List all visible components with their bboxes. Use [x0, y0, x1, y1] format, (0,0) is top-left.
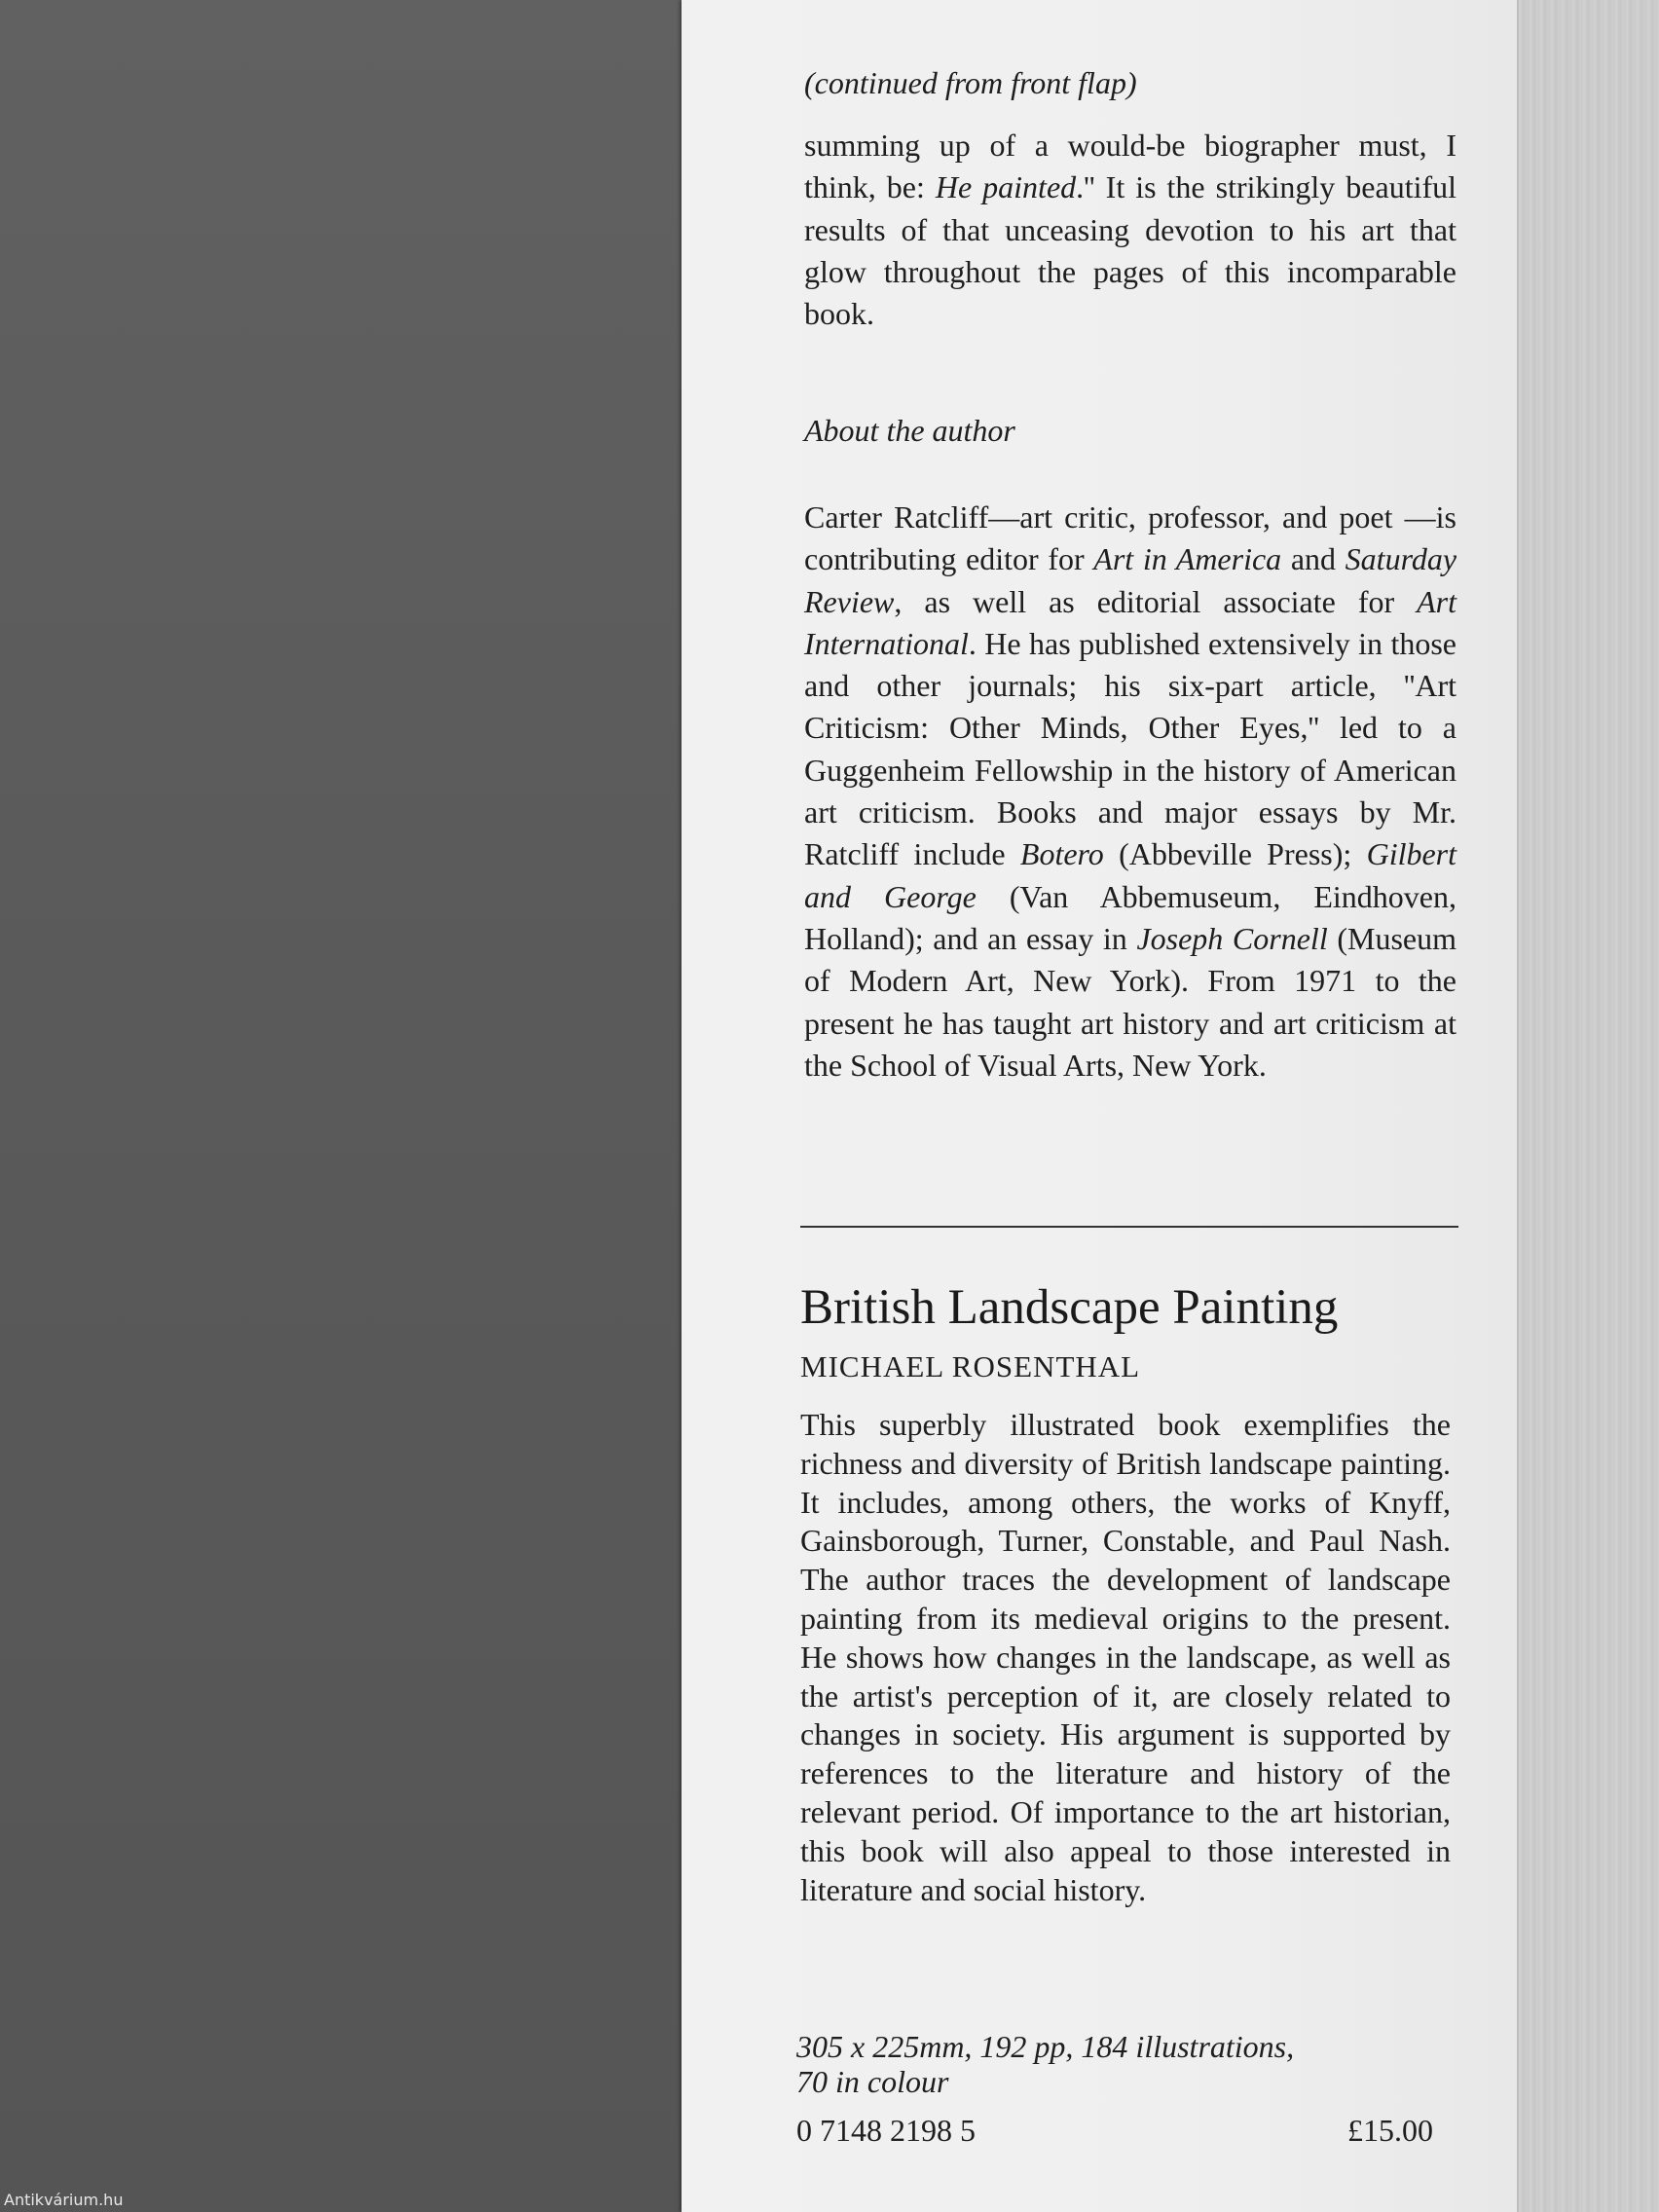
- author-bio-paragraph: [804, 497, 1456, 1087]
- bio-text-6: (Van Abbemuseum, Eindhoven, Holland); and an essay in: [804, 878, 1457, 956]
- book-author: MICHAEL ROSENTHAL: [800, 1349, 1141, 1383]
- bio-text-5: (Abbeville Press);: [1103, 836, 1367, 872]
- isbn-number: 0 7148 2198 5: [796, 2113, 976, 2148]
- bio-text-3: , as well as editorial associate for: [894, 583, 1418, 619]
- spec-line-2: 70 in colour: [796, 2064, 949, 2099]
- intro-text-1: summing up of a would-be biographer must, I think, be:: [804, 128, 1456, 205]
- watermark-text: Antikvárium.hu: [4, 2191, 124, 2209]
- spec-line-1: 305 x 225mm, 192 pp, 184 illustrations,: [796, 2029, 1295, 2064]
- book-price: £15.00: [1347, 2113, 1433, 2148]
- bio-text-2: and: [1281, 541, 1346, 577]
- bio-title-6: Joseph Cornell: [1136, 920, 1328, 956]
- bio-title-4: Botero: [1019, 836, 1104, 872]
- bio-title-2: Saturday Review: [804, 541, 1457, 619]
- bio-title-5: Gilbert and George: [804, 836, 1457, 914]
- intro-paragraph: [804, 125, 1456, 335]
- bio-title-1: Art in America: [1093, 541, 1282, 577]
- book-spine: [1517, 0, 1659, 2212]
- dark-background-board: [0, 0, 693, 2212]
- book-title: British Landscape Painting: [800, 1280, 1339, 1335]
- section-divider: [800, 1226, 1458, 1228]
- book-description: This superbly illustrated book exemplifies the richness and diversity of British landscape painting. It includes, among others, the works of Knyff, Gainsborough, Turner, Constable, and Paul Nash. The author traces the development of landscape painting from its medieval origins to the present. He shows how changes in the landscape, as well as the artist's perception of it, are closely related to changes in society. His argument is supported by references to the literature and history of the relevant period. Of importance to the art historian, this book will also appeal to those interested in literature and social history.: [800, 1407, 1451, 1907]
- bio-text-1: Carter Ratcliff—art critic, professor, and poet —is contributing editor for: [804, 499, 1456, 577]
- bio-title-3: Art International: [804, 583, 1456, 661]
- continued-note: (continued from front flap): [804, 65, 1137, 100]
- bio-text-4: . He has published extensively in those and other journals; his six-part article, ''Art Criticism: Other Minds, Other Eyes,'' led to a Guggenheim Fellowship in the history of American art criticism. Books and major essays by Mr. Ratcliff include: [804, 625, 1456, 872]
- book-specifications: [796, 2029, 1458, 2099]
- bio-text-7: (Museum of Modern Art, New York). From 1971 to the present he has taught art history and art criticism at the School of Visual Arts, New York.: [804, 920, 1457, 1083]
- intro-text-2: .'' It is the strikingly beautiful results of that unceasing devotion to his art that glow throughout the pages of this incomparable book.: [804, 169, 1457, 332]
- about-author-heading: About the author: [804, 413, 1015, 448]
- intro-emphasis: He painted: [935, 169, 1077, 205]
